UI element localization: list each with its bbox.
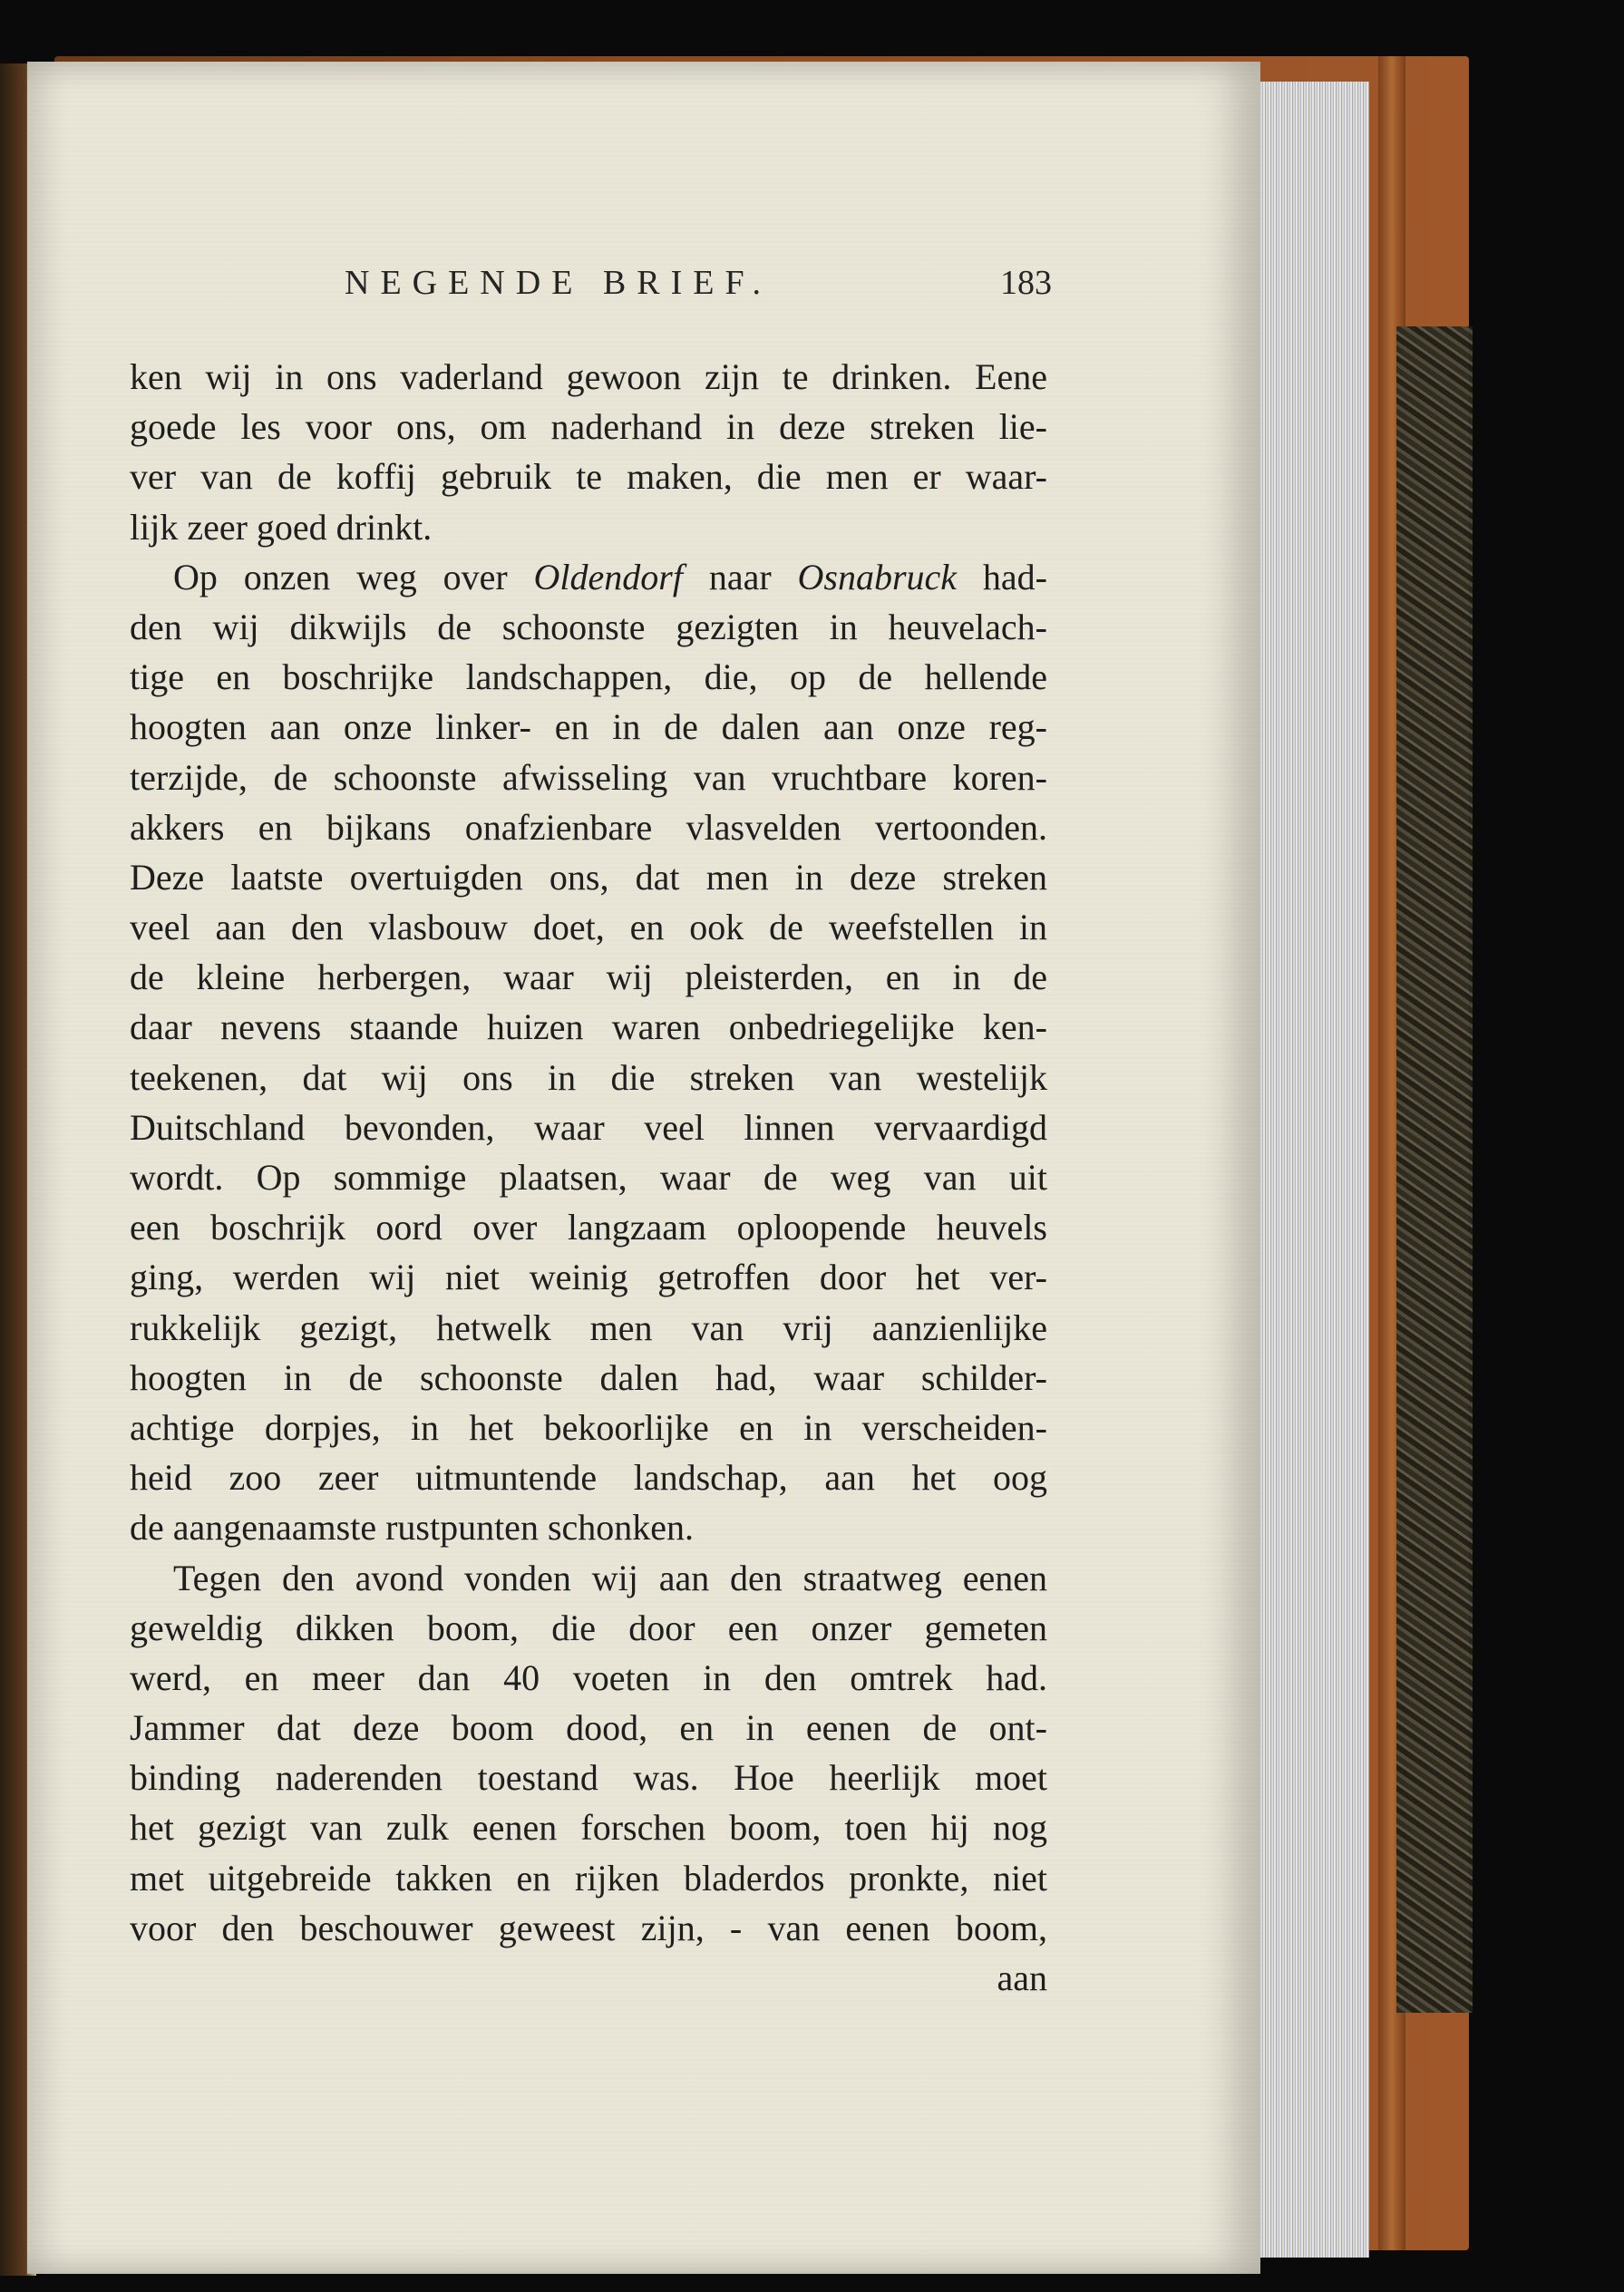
text-line: hoogten aan onze linker- en in de dalen aan onze reg- <box>130 706 1047 748</box>
catchword: aan <box>997 1957 1047 1998</box>
text-line: de aangenaamste rustpunten schonken. <box>130 1507 695 1549</box>
body-text <box>130 352 1047 2003</box>
page-header <box>345 263 1052 317</box>
page-number: 183 <box>1000 264 1052 302</box>
text-line: de kleine herbergen, waar wij pleisterden, en in de <box>130 957 1047 998</box>
text-line: rukkelijk gezigt, hetwelk men van vrij aanzienlijke <box>130 1306 1047 1348</box>
place-name: Osnabruck <box>797 556 958 597</box>
text-line: Deze laatste overtuigden ons, dat men in deze streken <box>130 856 1047 898</box>
text-line: ver van de koffij gebruik te maken, die men er waar- <box>130 456 1047 498</box>
text-line: achtige dorpjes, in het bekoorlijke en in verscheiden- <box>130 1406 1047 1448</box>
marbled-cover-paper <box>1396 326 1473 2013</box>
text-line: daar nevens staande huizen waren onbedriegelijke ken- <box>130 1006 1047 1048</box>
text-line: veel aan den vlasbouw doet, en ook de weefstellen in <box>130 907 1047 948</box>
text-line: werd, en meer dan 40 voeten in den omtrek had. <box>130 1656 1047 1698</box>
text-line: Jammer dat deze boom dood, en in eenen de ont- <box>130 1707 1047 1749</box>
text-line: een boschrijk oord over langzaam oploopende heuvels <box>130 1207 1047 1248</box>
text-line: Tegen den avond vonden wij aan den straatweg eenen <box>173 1557 1047 1598</box>
text-line: goede les voor ons, om naderhand in deze streken lie- <box>130 406 1047 448</box>
text-line: wordt. Op sommige plaatsen, waar de weg van uit <box>130 1157 1047 1198</box>
text-line: lijk zeer goed drinkt. <box>130 506 433 548</box>
running-title: NEGENDE BRIEF. <box>345 264 773 302</box>
text-line: ken wij in ons vaderland gewoon zijn te drinken. Eene <box>130 356 1047 397</box>
text-line: den wij dikwijls de schoonste gezigten in heuvelach- <box>130 606 1047 647</box>
text-line: terzijde, de schoonste afwisseling van vruchtbare koren- <box>130 756 1047 798</box>
text-line: heid zoo zeer uitmuntende landschap, aan het oog <box>130 1457 1047 1499</box>
text-line: voor den beschouwer geweest zijn, - van eenen boom, <box>130 1907 1047 1948</box>
text-line: geweldig dikken boom, die door een onzer gemeten <box>130 1607 1047 1648</box>
text-line: het gezigt van zulk eenen forschen boom, toen hij nog <box>130 1807 1047 1849</box>
text-line: akkers en bijkans onafzienbare vlasvelden vertoonden. <box>130 806 1047 848</box>
text-line: tige en boschrijke landschappen, die, op de hellende <box>130 656 1047 698</box>
text-line: met uitgebreide takken en rijken bladerdos pronkte, niet <box>130 1857 1047 1899</box>
place-name: Oldendorf <box>533 556 683 597</box>
text-line: hoogten in de schoonste dalen had, waar schilder- <box>130 1356 1047 1398</box>
text-line: Op onzen weg over Oldendorf naar Osnabruck had- <box>173 556 1047 597</box>
text-line: ging, werden wij niet weinig getroffen door het ver- <box>130 1257 1047 1298</box>
text-line: binding naderenden toestand was. Hoe heerlijk moet <box>130 1757 1047 1799</box>
text-line: Duitschland bevonden, waar veel linnen vervaardigd <box>130 1106 1047 1148</box>
text-line: teekenen, dat wij ons in die streken van westelijk <box>130 1056 1047 1098</box>
